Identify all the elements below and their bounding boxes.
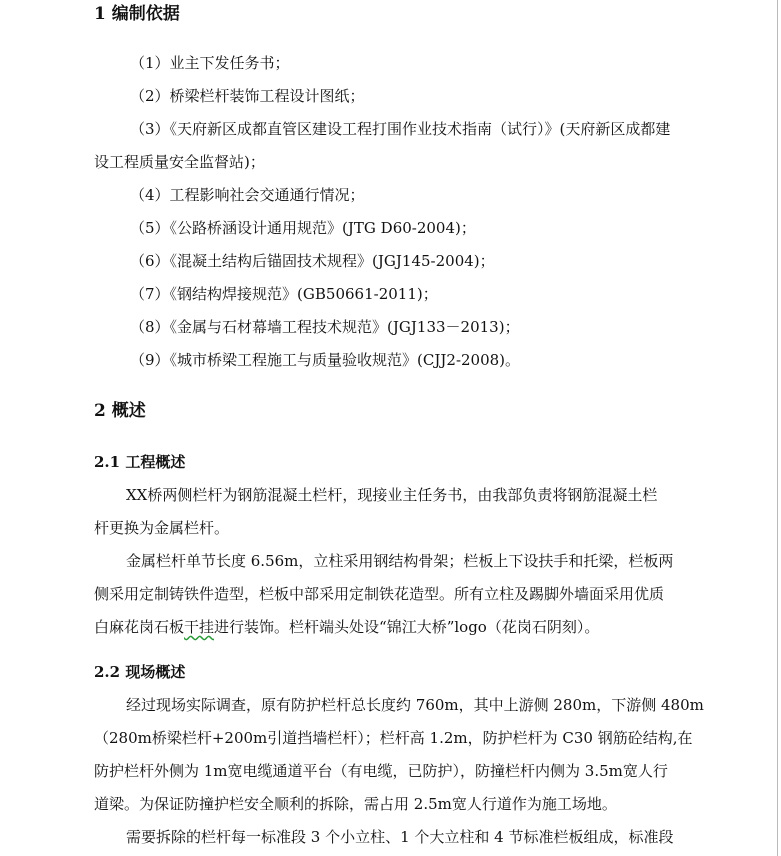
paragraph-line: 经过现场实际调查，原有防护栏杆总长度约 760m，其中上游侧 280m，下游侧 480m	[126, 696, 704, 714]
paragraph-line: 防护栏杆外侧为 1m宽电缆通道平台（有电缆，已防护），防撞栏杆内侧为 3.5m宽人行	[94, 762, 668, 780]
paragraph-line	[94, 617, 599, 637]
reference-item-4: （4）工程影响社会交通通行情况；	[130, 186, 365, 204]
reference-item-7: （7）《钢结构焊接规范》(GB50661-2011)；	[130, 285, 438, 303]
page-edge-divider	[777, 0, 778, 856]
reference-item-5: （5）《公路桥涵设计通用规范》(JTG D60-2004)；	[130, 219, 476, 237]
section-heading-1: 1 编制依据	[94, 4, 180, 24]
section-heading-2: 2 概述	[94, 401, 146, 421]
paragraph-line: XX桥两侧栏杆为钢筋混凝土栏杆，现接业主任务书，由我部负责将钢筋混凝土栏	[126, 486, 658, 504]
paragraph-text: 进行装饰。栏杆端头处设“锦江大桥”logo（花岗石阴刻）。	[214, 618, 600, 636]
subsection-heading-2-2: 2.2 现场概述	[94, 663, 186, 681]
reference-item-8: （8）《金属与石材幕墙工程技术规范》(JGJ133－2013)；	[130, 318, 520, 336]
paragraph-line: 侧采用定制铸铁件造型，栏板中部采用定制铁花造型。所有立柱及踢脚外墙面采用优质	[94, 585, 665, 603]
paragraph-line: 杆更换为金属栏杆。	[94, 519, 230, 537]
spellcheck-underlined-word: 干挂	[184, 618, 215, 636]
reference-item-2: （2）桥梁栏杆装饰工程设计图纸；	[130, 87, 365, 105]
reference-item-3-continued: 设工程质量安全监督站)；	[94, 153, 265, 171]
reference-item-6: （6）《混凝土结构后锚固技术规程》(JGJ145-2004)；	[130, 252, 495, 270]
reference-item-9: （9）《城市桥梁工程施工与质量验收规范》(CJJ2-2008)。	[130, 351, 521, 369]
subsection-heading-2-1: 2.1 工程概述	[94, 453, 186, 471]
reference-item-1: （1）业主下发任务书；	[130, 54, 290, 72]
paragraph-line: 金属栏杆单节长度 6.56m，立柱采用钢结构骨架；栏板上下设扶手和托梁，栏板两	[126, 552, 674, 570]
paragraph-line: 需要拆除的栏杆每一标准段 3 个小立柱、1 个大立柱和 4 节标准栏板组成，标准段	[126, 828, 674, 846]
paragraph-text: 白麻花岗石板	[94, 618, 185, 636]
paragraph-line: 道梁。为保证防撞护栏安全顺利的拆除，需占用 2.5m宽人行道作为施工场地。	[94, 795, 617, 813]
paragraph-line: （280m桥梁栏杆+200m引道挡墙栏杆）；栏杆高 1.2m，防护栏杆为 C30 钢筋砼结构,在	[94, 729, 693, 747]
reference-item-3: （3）《天府新区成都直管区建设工程打围作业技术指南（试行）》(天府新区成都建	[130, 120, 671, 138]
